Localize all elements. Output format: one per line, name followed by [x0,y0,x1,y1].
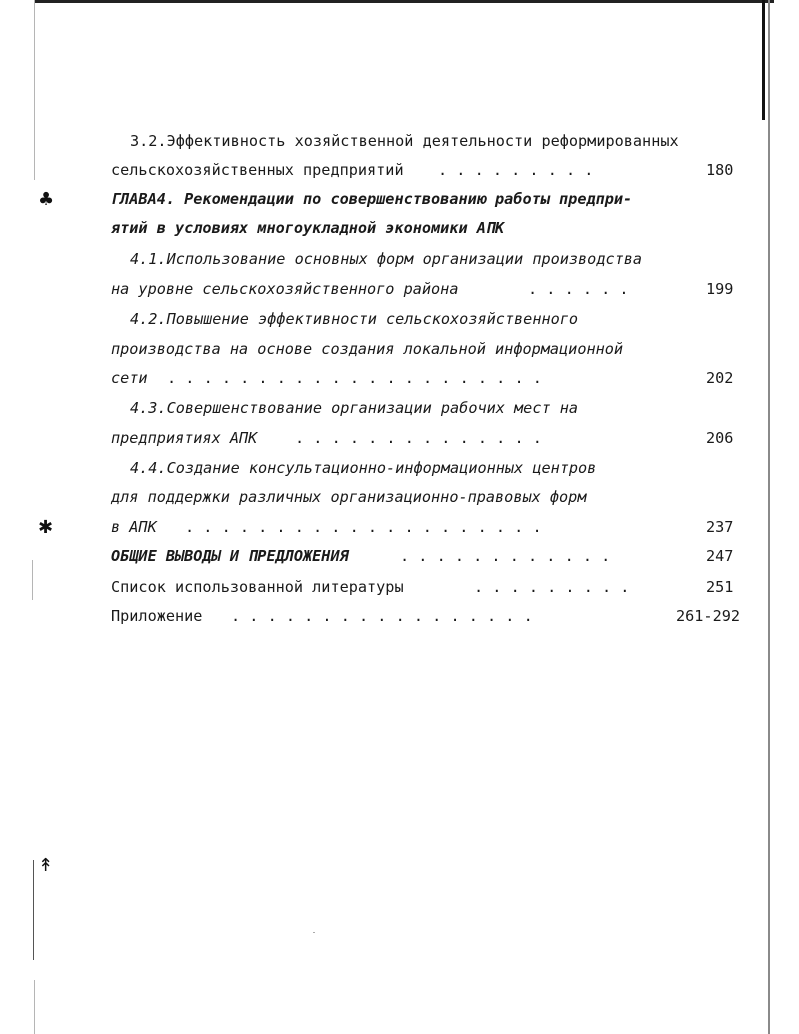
scan-mark-icon: ✱ [38,517,54,538]
toc-conclusions-leader: . . . . . . . . . . . . [400,547,611,565]
scan-speck [313,932,315,933]
toc-entry-4-3-leader: . . . . . . . . . . . . . . [295,429,542,447]
toc-references-leader: . . . . . . . . . [474,578,630,596]
scan-border-right [762,0,765,120]
toc-entry-4-4-title-cont2: в АПК [111,518,157,536]
scan-border-left [34,980,35,1034]
toc-appendix-page: 261-292 [676,607,741,625]
toc-entry-4-3-title: 4.3.Совершенствование организации рабочих мест на [130,399,579,417]
toc-entry-4-2-title-cont: производства на основе создания локальной информационной [111,340,624,358]
toc-entry-4-3-title-cont: предприятиях АПК [111,429,258,447]
toc-entry-4-4-leader: . . . . . . . . . . . . . . . . . . . . [185,518,542,536]
scan-mark-icon: ♣ [38,189,55,210]
scan-border-left [34,0,35,180]
toc-references-page: 251 [706,578,734,596]
toc-chapter-4-title: ГЛАВА4. Рекомендации по совершенствованию работы предпри- [111,190,633,208]
toc-entry-4-4-title-cont: для поддержки различных организационно-правовых форм [111,488,587,506]
toc-appendix-leader: . . . . . . . . . . . . . . . . . [231,607,533,625]
toc-references-title: Список использованной литературы [111,578,404,596]
scan-border-left [33,860,34,960]
toc-entry-4-4-title: 4.4.Создание консультационно-информационных центров [130,459,597,477]
toc-entry-4-1-title: 4.1.Использование основных форм организации производства [130,250,643,268]
scan-border-top [34,0,774,3]
toc-entry-4-2-title: 4.2.Повышение эффективности сельскохозяйственного [130,310,579,328]
scan-border-right-faint [768,0,770,1034]
toc-entry-4-1-leader: . . . . . . [528,280,629,298]
toc-entry-3-2-title-cont: сельскохозяйственных предприятий [111,161,404,179]
toc-conclusions-page: 247 [706,547,734,565]
toc-entry-4-2-leader: . . . . . . . . . . . . . . . . . . . . . [167,369,542,387]
toc-entry-3-2-leader: . . . . . . . . . [438,161,594,179]
toc-entry-4-1-page: 199 [706,280,734,298]
toc-entry-4-4-page: 237 [706,518,734,536]
toc-conclusions-title: ОБЩИЕ ВЫВОДЫ И ПРЕДЛОЖЕНИЯ [111,547,349,565]
scan-border-left [32,560,33,600]
toc-entry-4-3-page: 206 [706,429,734,447]
toc-chapter-4-title-cont: ятий в условиях многоукладной экономики АПК [111,219,505,237]
toc-entry-4-2-title-cont2: сети [111,369,148,387]
scan-mark-icon: ↟ [38,855,54,876]
toc-entry-4-2-page: 202 [706,369,734,387]
toc-appendix-title: Приложение [111,607,203,625]
toc-entry-3-2-page: 180 [706,161,734,179]
toc-entry-4-1-title-cont: на уровне сельскохозяйственного района [111,280,459,298]
toc-entry-3-2-title: 3.2.Эффективность хозяйственной деятельности реформированных [130,132,679,150]
